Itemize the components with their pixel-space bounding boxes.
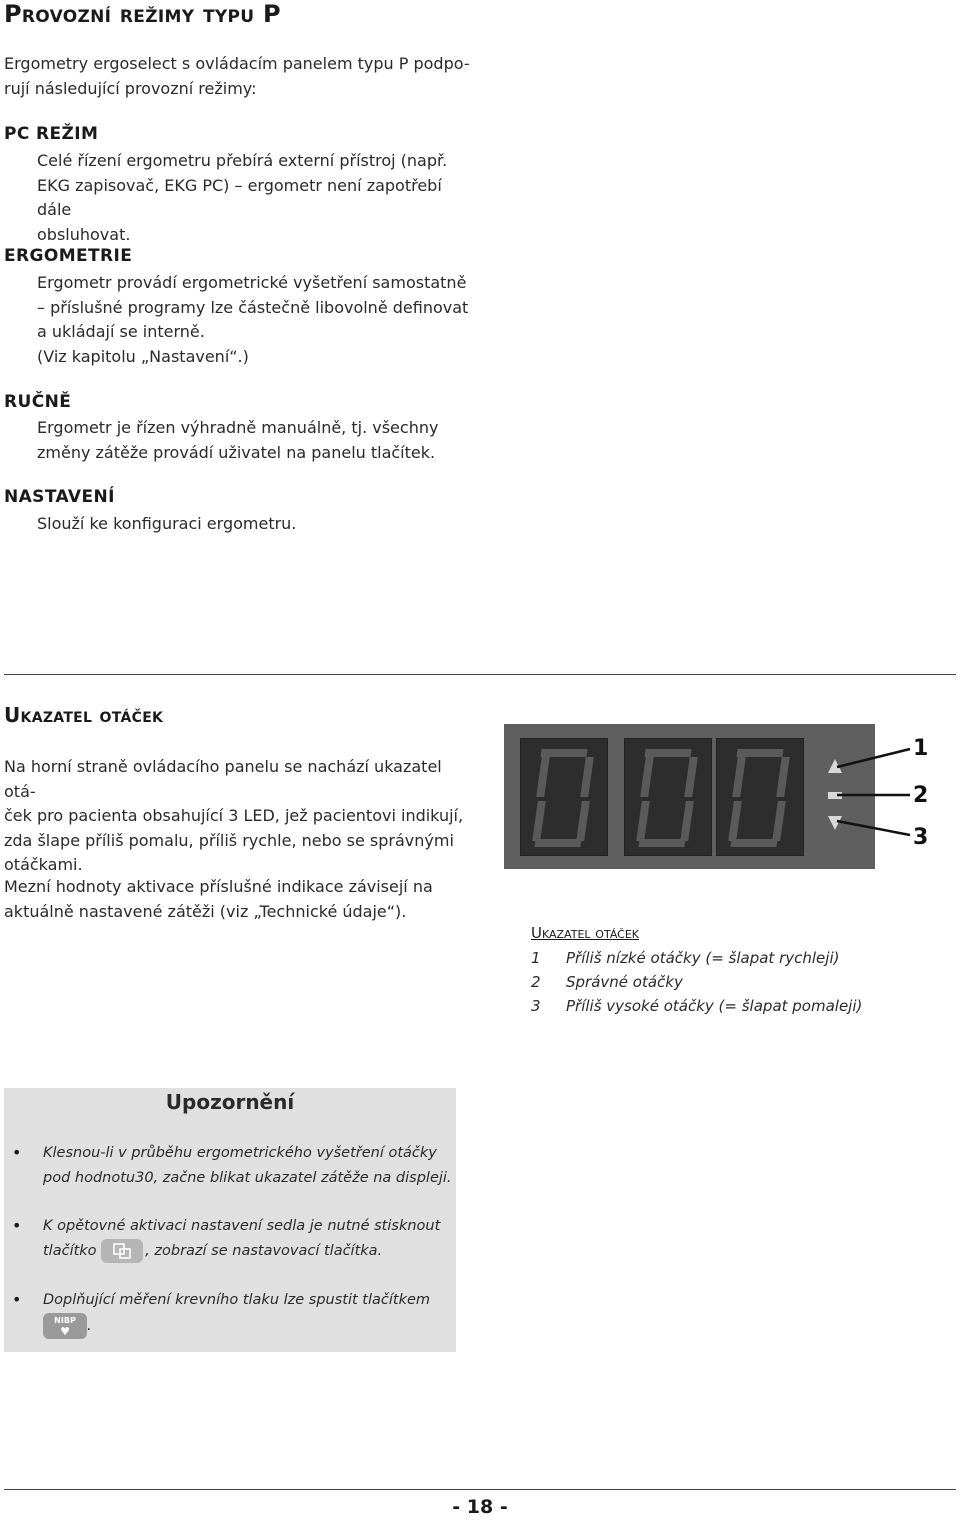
description-line: změny zátěže provádí uživatel na panelu tlačítek. [37, 442, 436, 462]
description-line: Ergometr provádí ergometrické vyšetření samostatně [37, 273, 467, 292]
page-title: Provozní režimy typu P [4, 0, 281, 28]
description-line: obsluhovat. [37, 224, 131, 244]
mode-title-ergometrie: ERGOMETRIE [4, 246, 133, 266]
paragraph-line: zda šlape příliš pomalu, příliš rychle, nebo se správnými [4, 830, 454, 850]
mode-description-pc [37, 149, 477, 247]
intro-line: rují následující provozní režimy: [4, 78, 257, 98]
callout-number: 2 [913, 783, 929, 808]
legend-number: 1 [531, 949, 541, 967]
legend-item [531, 949, 839, 967]
note-text-prefix: tlačítko [43, 1242, 97, 1259]
rpm-paragraph-2 [4, 875, 474, 924]
callout-number: 3 [913, 825, 929, 850]
legend-item [531, 973, 683, 991]
description-line: a ukládají se interně. [37, 322, 205, 341]
description-line: – příslušné programy lze částečně libovolně definovat [37, 297, 469, 317]
note-item-2 [43, 1214, 453, 1263]
note-line [43, 1313, 453, 1339]
paragraph-line: ček pro pacienta obsahující 3 LED, jež pacientovi indikují, [4, 806, 464, 825]
legend-text: Správné otáčky [566, 973, 683, 991]
warning-note-box [4, 1088, 456, 1352]
paragraph-line: Na horní straně ovládacího panelu se nachází ukazatel otá- [4, 757, 442, 801]
paragraph-line: Mezní hodnoty aktivace příslušné indikace závisejí na [4, 877, 433, 896]
rpm-paragraph-1 [4, 755, 474, 878]
legend-number: 3 [531, 997, 541, 1015]
description-line: Celé řízení ergometru přebírá externí přístroj (např. [37, 151, 448, 170]
mode-description-rucne [37, 416, 477, 465]
bullet-icon: • [12, 1216, 22, 1235]
heart-icon: ♥ [60, 1324, 70, 1338]
legend-number: 2 [531, 973, 541, 991]
intro-line: Ergometry ergoselect s ovládacím panelem typu P podpo- [4, 54, 470, 73]
note-text-suffix: . [87, 1317, 92, 1334]
note-line: Klesnou-li v průběhu ergometrického vyšetření otáčky [43, 1145, 437, 1161]
seven-segment-digit [624, 738, 712, 856]
note-line: K opětovné aktivaci nastavení sedla je nutné stisknout [43, 1218, 441, 1234]
paragraph-line: aktuálně nastavené zátěži (viz „Technické údaje“). [4, 901, 407, 921]
legend-title: Ukazatel otáček [531, 924, 639, 942]
intro-paragraph [4, 52, 474, 101]
page-number: - 18 - [452, 1496, 508, 1518]
rpm-section-title: Ukazatel otáček [4, 703, 164, 727]
callout-line-1 [837, 749, 910, 767]
bullet-icon: • [12, 1143, 22, 1162]
mode-title-pc: PC REŽIM [4, 124, 99, 144]
nibp-button-icon [43, 1313, 87, 1339]
note-item-3 [43, 1288, 453, 1339]
mode-title-rucne: RUČNĚ [4, 392, 72, 412]
legend-text: Příliš vysoké otáčky (= šlapat pomaleji) [566, 997, 863, 1015]
saddle-settings-button-icon [101, 1239, 143, 1263]
nibp-label: NIBP [54, 1315, 76, 1325]
footer-divider [4, 1489, 956, 1490]
paragraph-line: otáčkami. [4, 855, 83, 874]
note-item-1 [43, 1141, 453, 1190]
description-line: (Viz kapitolu „Nastavení“.) [37, 346, 249, 366]
description-line: Ergometr je řízen výhradně manuálně, tj. všechny [37, 418, 439, 437]
note-line: pod hodnotu30, začne blikat ukazatel zátěže na displeji. [43, 1169, 452, 1186]
note-title: Upozornění [165, 1090, 295, 1114]
legend-item [531, 997, 862, 1015]
bullet-icon: • [12, 1290, 22, 1309]
legend-text: Příliš nízké otáčky (= šlapat rychleji) [566, 949, 840, 967]
description-line: EKG zapisovač, EKG PC) – ergometr není zapotřebí dále [37, 175, 442, 219]
note-line [43, 1239, 453, 1264]
callout-line-3 [837, 821, 910, 835]
callout-number: 1 [913, 736, 929, 761]
mode-description-nastaveni [37, 512, 477, 537]
note-line: Doplňující měření krevního tlaku lze spustit tlačítkem [43, 1292, 431, 1308]
seven-segment-digit [716, 738, 804, 856]
rpm-display-panel [504, 724, 875, 869]
section-divider [4, 674, 956, 675]
mode-title-nastaveni: NASTAVENÍ [4, 487, 115, 507]
mode-description-ergometrie [37, 271, 477, 369]
note-text-suffix: , zobrazí se nastavovací tlačítka. [145, 1242, 383, 1259]
description-line: Slouží ke konfiguraci ergometru. [37, 514, 297, 533]
seven-segment-digit [520, 738, 608, 856]
